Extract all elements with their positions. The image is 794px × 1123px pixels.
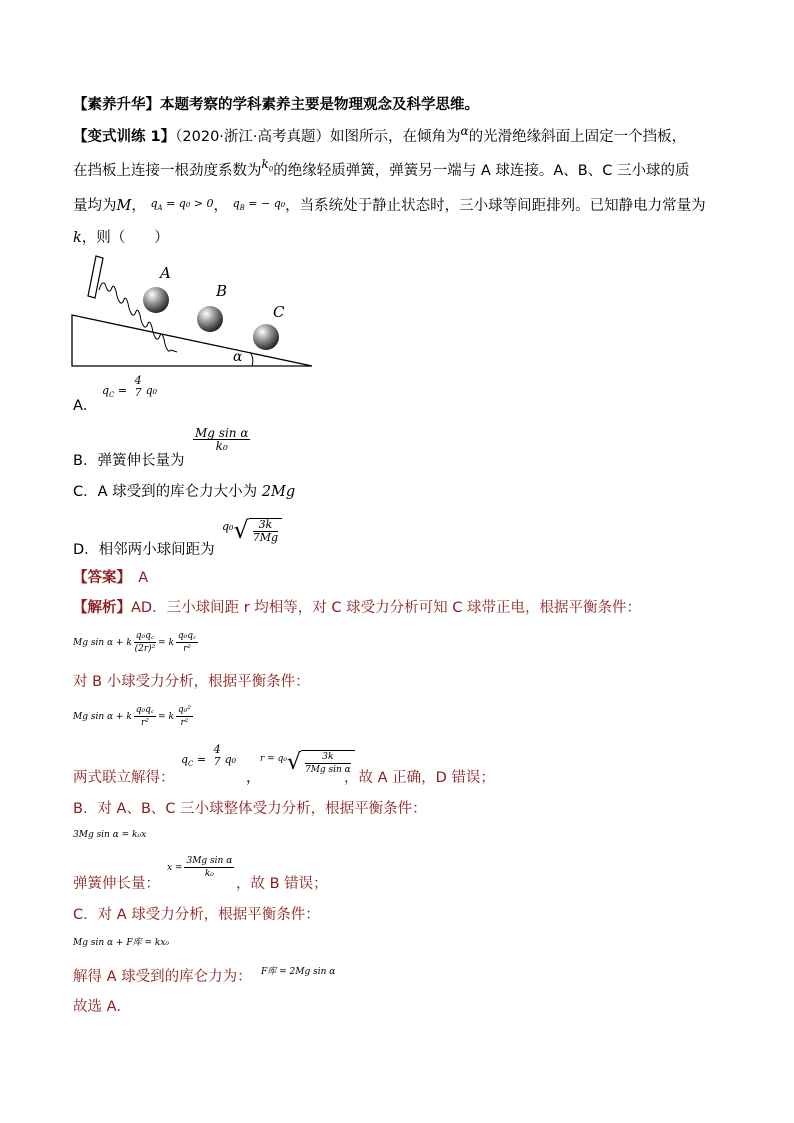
analysis-text-3c: ，故 A 正确，D 错误； [344, 770, 495, 786]
question-text-4: ，则（ ） [81, 230, 169, 246]
ball-c [253, 324, 279, 350]
analysis-text-8: 故选 A． [73, 999, 132, 1015]
equation-4: Mg sin α + F库 = kx₀ [73, 938, 169, 948]
analysis-label: 【解析】 [73, 600, 131, 616]
label-b: B [216, 282, 228, 300]
qB-expr: qB = − q₀ [232, 197, 286, 213]
answer-label: 【答案】 [73, 570, 124, 586]
option-c-value: 2Mg [261, 484, 296, 500]
option-c-text: C．A 球受到的库仑力大小为 [73, 484, 258, 500]
option-b-text: B．弹簧伸长量为 [73, 453, 185, 469]
label-a: A [160, 264, 171, 282]
analysis-text-4: B．对 A、B、C 三小球整体受力分析，根据平衡条件： [73, 801, 427, 817]
incline-figure [68, 252, 318, 372]
option-b-formula: $\frac{\text{Mg sin α}}{\text{k₀}}$ [195, 426, 249, 453]
question-label: 【变式训练 1】 [73, 129, 176, 145]
option-a-formula: $q_C$ = 4 7 q₀ [102, 374, 158, 400]
option-b [73, 451, 184, 471]
qA-expr: qA = q₀ > 0 [150, 197, 214, 213]
option-d [73, 540, 215, 560]
analysis-line-2 [73, 672, 310, 692]
answer-value: A [138, 570, 149, 586]
ball-b [197, 306, 223, 332]
question-text-2b: 的绝缘轻质弹簧，弹簧另一端与 A 球连接。A、B、C 三小球的质 [273, 163, 690, 179]
equation-2: Mg sin α + k $\frac{\text{q₀q꜀}}{\text{r²}}$ = k $\frac{\text{q₀²}}{\text{r²}}$ [73, 705, 191, 728]
solution-qc: $q_C$ = 4 7 q₀ [181, 743, 237, 769]
analysis-text-5a: 弹簧伸长量： [73, 876, 160, 892]
question-text-1: 如图所示，在倾角为 [330, 129, 461, 145]
alpha-symbol: α [460, 124, 469, 138]
analysis-text-3a: 两式联立解得： [73, 770, 175, 786]
equation-3: 3Mg sin α = k₀x [73, 830, 147, 840]
option-c [73, 482, 295, 502]
solution-r: r = q₀√ $\frac{3k}{\text{7Mg sin α}}$ [260, 746, 355, 776]
literacy-text: 本题考察的学科素养主要是物理观念及科学思维。 [160, 97, 479, 113]
option-d-formula: q₀√ $\frac{3k}{7Mg}$ [222, 512, 282, 544]
ball-a [143, 287, 169, 313]
mass-symbol: M [116, 198, 132, 214]
label-alpha: α [233, 349, 243, 365]
analysis-line-1 [73, 598, 641, 618]
analysis-line-3 [73, 768, 175, 788]
solution-x: x = $\frac{\text{3Mg sin α}}{\text{k₀}}$ [167, 856, 233, 879]
option-d-text: D．相邻两小球间距为 [73, 542, 215, 558]
coulomb-constant: k [73, 230, 82, 246]
question-line-1 [73, 124, 687, 147]
k0-symbol: k0 [261, 157, 274, 174]
question-source: （2020·浙江·高考真题） [175, 129, 331, 145]
analysis-text-6: C．对 A 球受力分析，根据平衡条件： [73, 907, 320, 923]
question-text-1b: 的光滑绝缘斜面上固定一个挡板， [468, 129, 687, 145]
analysis-line-7 [73, 967, 252, 987]
comma: ， [131, 198, 146, 214]
analysis-text-7: 解得 A 球受到的库仑力为： [73, 969, 252, 985]
option-a-prefix: A． [73, 398, 98, 414]
analysis-text-1: AD．三小球间距 r 均相等，对 C 球受力分析可知 C 球带正电，根据平衡条件： [131, 600, 641, 616]
analysis-line-8 [73, 997, 131, 1017]
option-a [73, 396, 97, 416]
equation-1: Mg sin α + k $\frac{\text{q₀q꜀}}{\text{(2r)²}}$ = k $\frac{\text{q₀q꜀}}{\text{r²}}$ [73, 631, 197, 654]
question-text-3a: 量均为 [73, 198, 117, 214]
question-line-3 [73, 196, 706, 221]
analysis-line-6 [73, 905, 320, 925]
question-text-3d: ，当系统处于静止状态时，三小球等间距排列。已知静电力常量为 [285, 198, 706, 214]
baffle-plate [88, 256, 103, 298]
analysis-text-5b: ，故 B 错误； [236, 876, 328, 892]
question-text-2a: 在挡板上连接一根劲度系数为 [73, 163, 262, 179]
analysis-line-4 [73, 799, 427, 819]
comma: ， [213, 198, 228, 214]
angle-arc [250, 352, 253, 366]
equation-5: F库 = 2Mg sin α [261, 967, 336, 977]
analysis-text-2: 对 B 小球受力分析，根据平衡条件： [73, 674, 310, 690]
answer [73, 568, 148, 588]
literacy-label: 【素养升华】 [73, 97, 160, 113]
question-line-4 [73, 228, 169, 248]
question-line-2 [73, 157, 690, 186]
comma-separator: ， [246, 770, 261, 786]
label-c: C [273, 303, 285, 321]
analysis-line-5 [73, 874, 160, 894]
literacy-summary [73, 95, 479, 115]
